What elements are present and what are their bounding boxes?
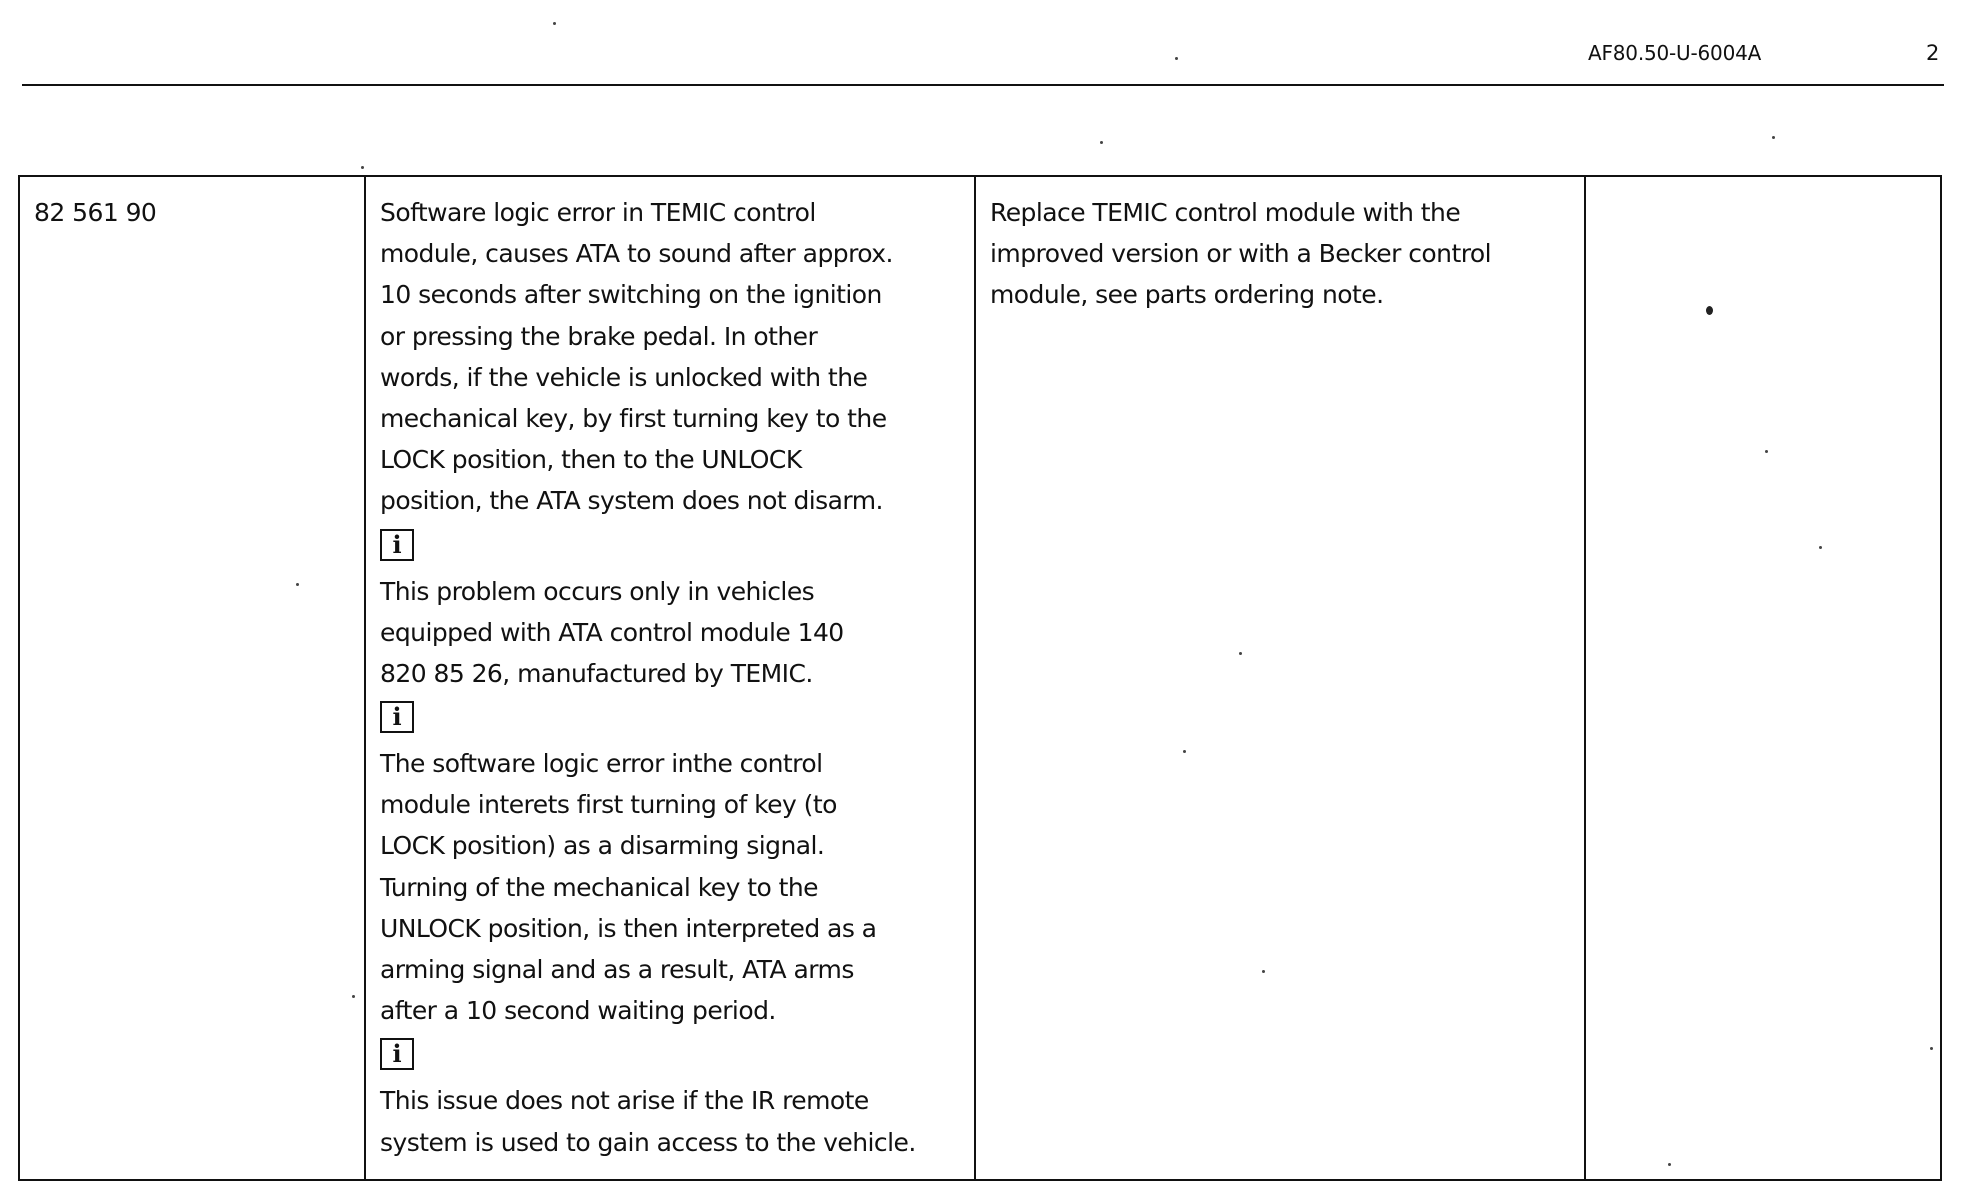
header-divider bbox=[22, 84, 1944, 86]
description-line: LOCK position, then to the UNLOCK bbox=[380, 445, 802, 475]
scan-speck bbox=[352, 995, 355, 998]
description-line: position, the ATA system does not disarm. bbox=[380, 486, 883, 516]
description-line: mechanical key, by first turning key to the bbox=[380, 403, 887, 433]
info-note-line: system is used to gain access to the vehicle. bbox=[380, 1127, 916, 1157]
document-code: AF80.50-U-6004A bbox=[1588, 41, 1762, 65]
description-line: or pressing the brake pedal. In other bbox=[380, 321, 818, 351]
scan-speck bbox=[553, 22, 556, 25]
scan-speck bbox=[1183, 750, 1186, 753]
info-icon: i bbox=[380, 701, 414, 733]
scan-speck bbox=[296, 583, 299, 586]
info-note-line: arming signal and as a result, ATA arms bbox=[380, 955, 854, 984]
description-line: words, if the vehicle is unlocked with the bbox=[380, 362, 868, 392]
scan-speck bbox=[1819, 546, 1822, 549]
info-note-line: 820 85 26, manufactured by TEMIC. bbox=[380, 658, 813, 688]
scan-speck bbox=[1772, 136, 1775, 139]
scan-speck bbox=[1262, 970, 1265, 973]
info-note-line: equipped with ATA control module 140 bbox=[380, 617, 844, 647]
info-note-line: Turning of the mechanical key to the bbox=[380, 872, 819, 902]
info-icon: i bbox=[380, 529, 414, 561]
service-table bbox=[18, 175, 1942, 1181]
description-cell bbox=[380, 192, 916, 1163]
info-icon: i bbox=[380, 1038, 414, 1070]
part-number: 82 561 90 bbox=[34, 198, 157, 227]
page-number: 2 bbox=[1926, 41, 1940, 65]
info-note-line: UNLOCK position, is then interpreted as a bbox=[380, 913, 877, 943]
scan-speck bbox=[1706, 306, 1713, 315]
scan-speck bbox=[1930, 1047, 1933, 1050]
scan-speck bbox=[1239, 652, 1242, 655]
scan-speck bbox=[1175, 57, 1178, 60]
description-line: Software logic error in TEMIC control bbox=[380, 198, 816, 227]
info-note-line: after a 10 second waiting period. bbox=[380, 996, 776, 1026]
scan-speck bbox=[1765, 450, 1768, 453]
column-divider bbox=[974, 177, 976, 1179]
info-note-line: The software logic error inthe control bbox=[380, 749, 823, 779]
remedy-line: Replace TEMIC control module with the bbox=[990, 198, 1461, 227]
part-number-cell bbox=[34, 192, 156, 233]
description-line: module, causes ATA to sound after approx. bbox=[380, 239, 893, 269]
description-line: 10 seconds after switching on the ignition bbox=[380, 280, 882, 310]
column-divider bbox=[1584, 177, 1586, 1179]
remedy-line: module, see parts ordering note. bbox=[990, 280, 1384, 310]
remedy-line: improved version or with a Becker control bbox=[990, 239, 1492, 269]
info-note-line: This issue does not arise if the IR remote bbox=[380, 1086, 869, 1116]
info-note-line: LOCK position) as a disarming signal. bbox=[380, 831, 825, 861]
scan-speck bbox=[1100, 141, 1103, 144]
info-note-line: module interets first turning of key (to bbox=[380, 790, 837, 820]
scan-speck bbox=[361, 166, 364, 169]
remedy-cell bbox=[990, 192, 1491, 316]
column-divider bbox=[364, 177, 366, 1179]
info-note-line: This problem occurs only in vehicles bbox=[380, 576, 815, 606]
scan-speck bbox=[1668, 1163, 1671, 1166]
